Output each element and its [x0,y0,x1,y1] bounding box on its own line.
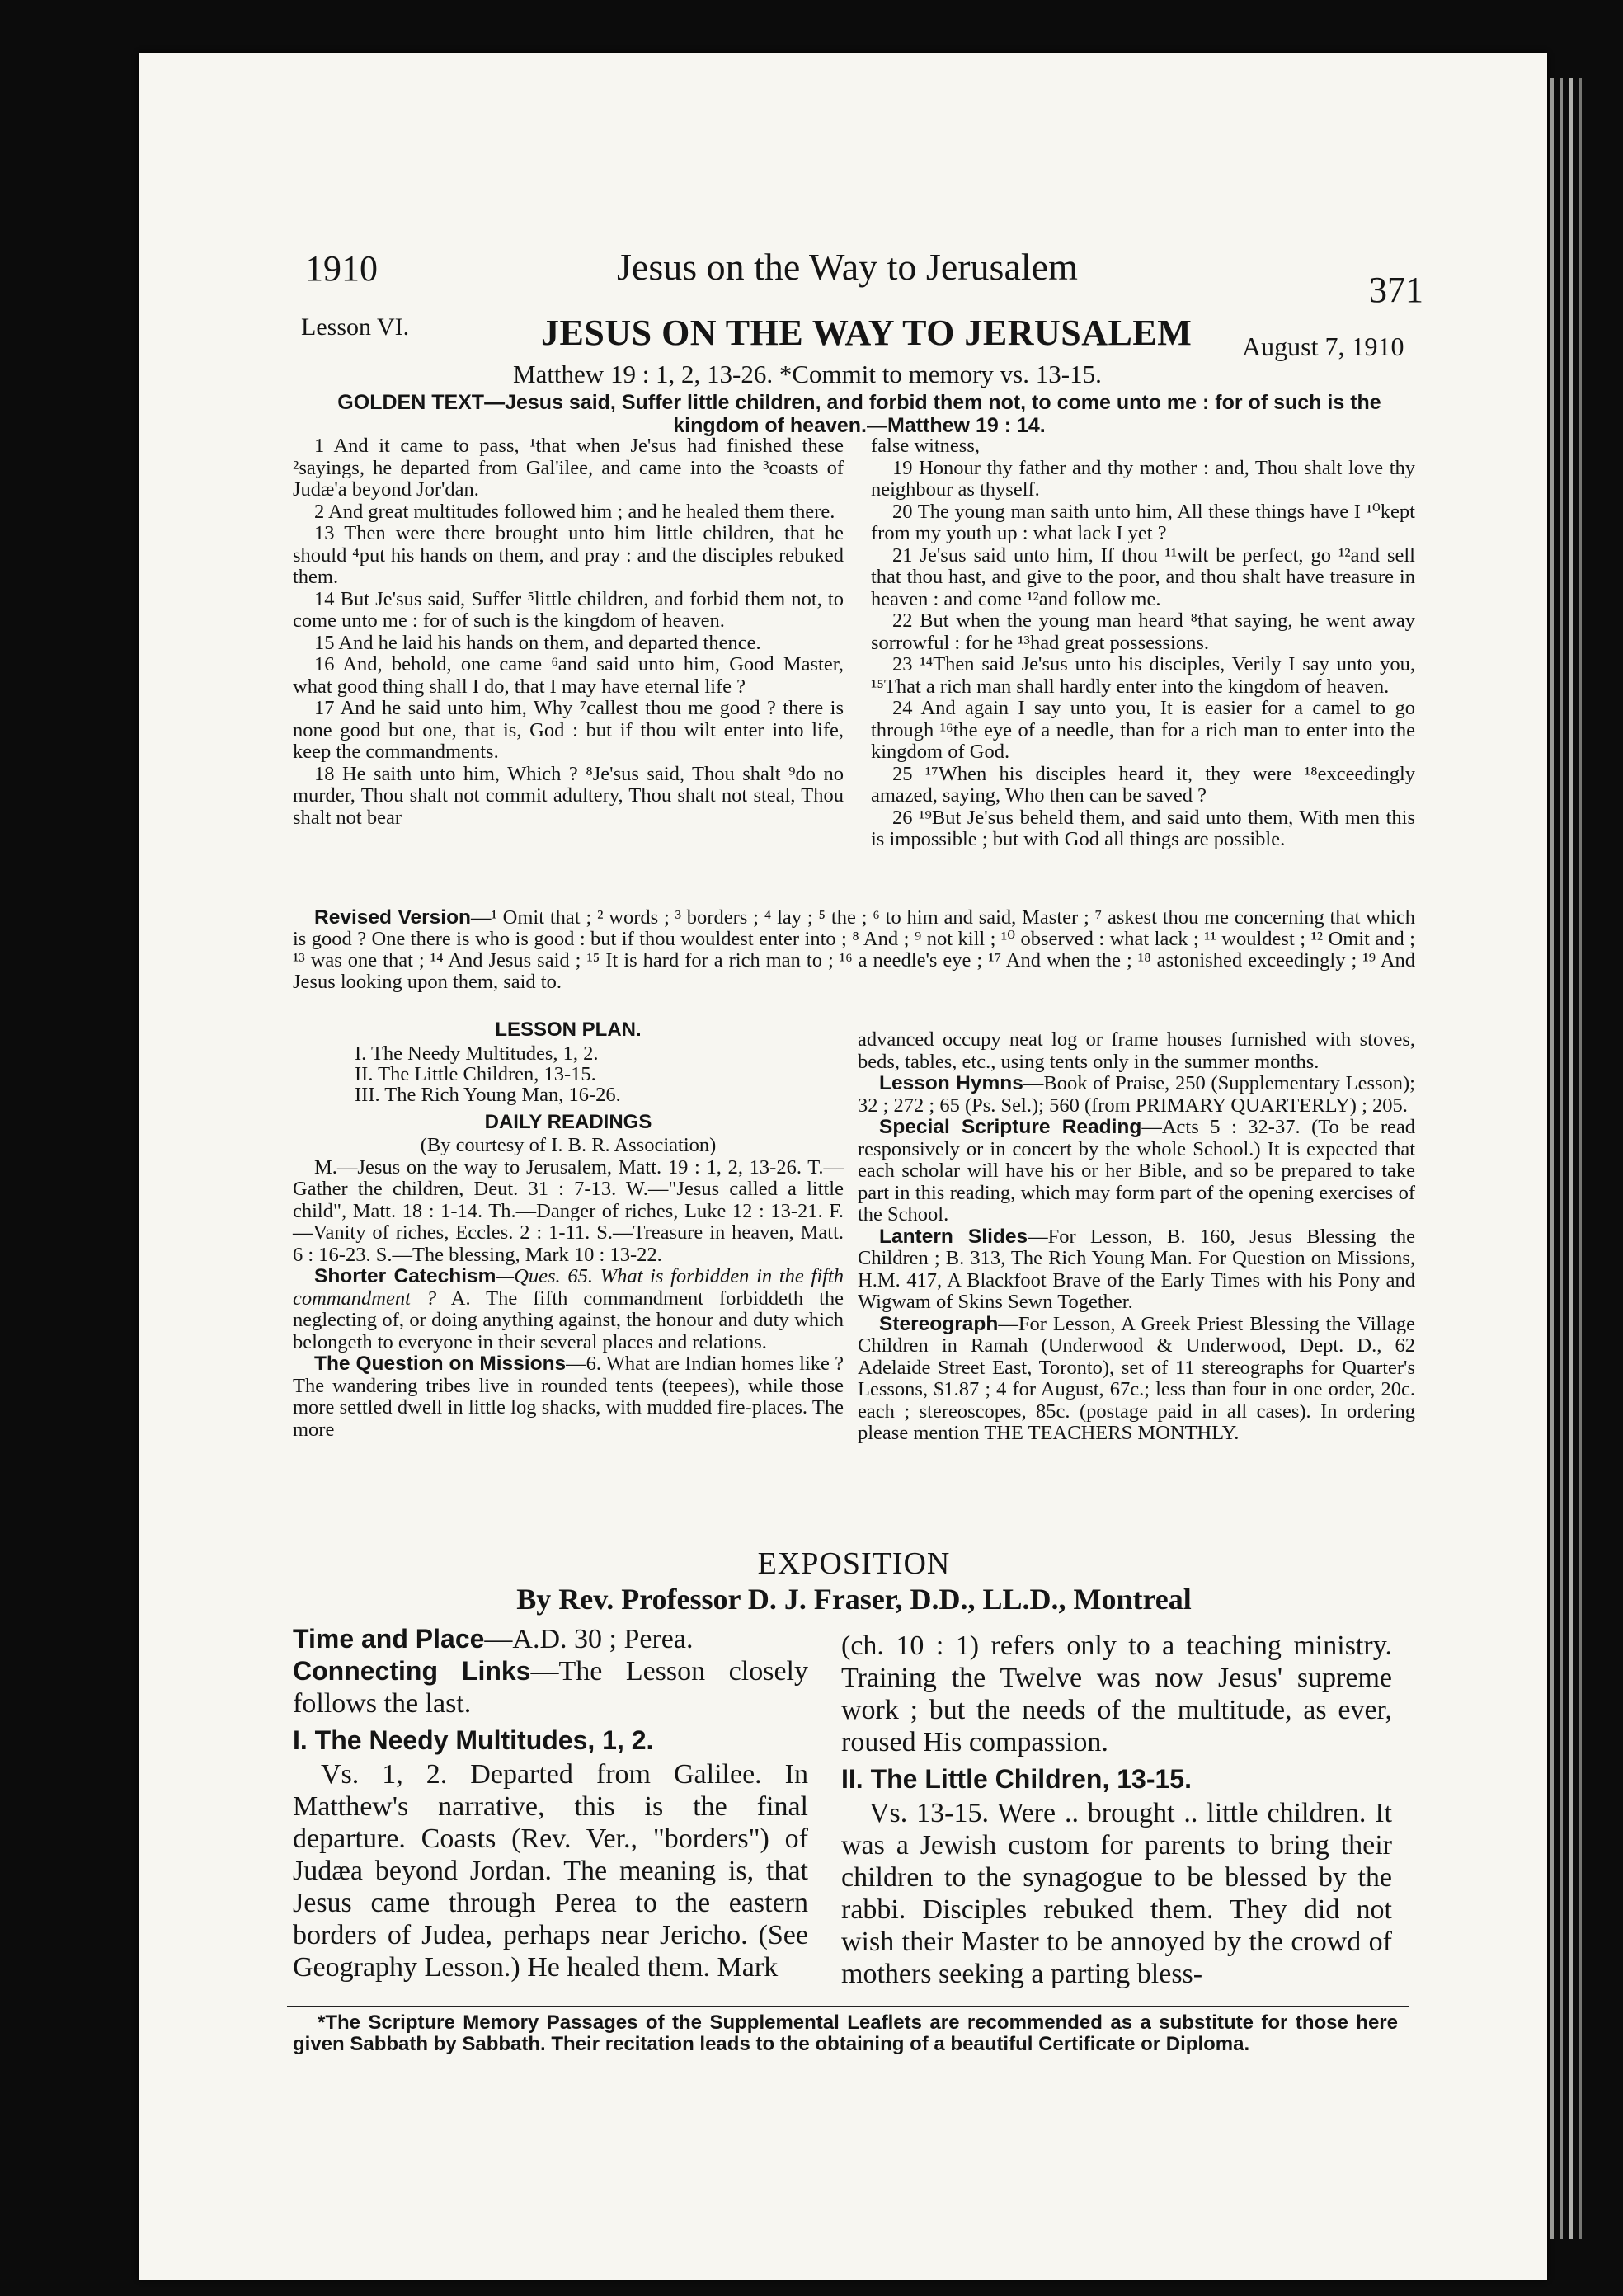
footnote: *The Scripture Memory Passages of the Supplemental Leaflets are recommended as a substitute for those here given Sabbath by Sabbath. Their recitation leads to the obtaining of a beautiful Certificate or Diploma. [293,2011,1398,2055]
connecting-links-label: Connecting Links [293,1656,531,1686]
stereograph [858,1314,1415,1445]
verse: 18 He saith unto him, Which ? ⁸Je'sus said, Thou shalt ⁹do no murder, Thou shalt not commit adultery, Thou shalt not steal, Thou shalt not bear [293,762,844,829]
question-on-missions-text: —6. What are Indian homes like ? The wandering tribes live in rounded tents (teepees), while those more settled dwell in little log shacks, with mudded fire-places. The more [293,1353,844,1441]
section-text: Vs. 1, 2. Departed from Galilee. In Matthew's narrative, this is the final departure. Coasts (Rev. Ver., "borders") of Judæa beyond Jordan. The meaning is, that Jesus came through Perea to the eastern borders of Judea, perhaps near Jericho. (See Geography Lesson.) He healed them. Mark [293,1759,808,1983]
question-on-missions-label: The Question on Missions [314,1353,567,1375]
connecting-links [293,1655,808,1720]
shorter-catechism [293,1266,844,1353]
verse: false witness, [871,435,980,457]
running-head-year: 1910 [305,248,378,289]
page-edge [1579,78,1582,2239]
verse: 26 ¹⁹But Je'sus beheld them, and said unto them, With men this is impossible ; but with God all things are possible. [871,806,1415,850]
shorter-catechism-question: —Ques. 65. What is forbidden in the fifth commandment ? [293,1265,844,1310]
time-and-place-label: Time and Place [293,1624,485,1654]
stereograph-text: —For Lesson, A Greek Priest Blessing the Village Children in Ramah (Underwood & Underwood, Dept. D., 62 Adelaide Street East, Toronto), set of 11 stereographs for Quarter's Lessons, $1.87 ; 4 for August, 67c.; less than four in one order, 20c. each ; stereoscopes, 85c. (postage paid in all cases). In ordering please mention THE TEACHERS MONTHLY. [858,1312,1415,1444]
lesson-plan-item: I. The Needy Multitudes, 1, 2. [355,1042,599,1065]
lesson-number: Lesson VI. [301,313,410,341]
lantern-slides-label: Lantern Slides [879,1225,1028,1248]
verses-right-column [871,435,1415,851]
lesson-plan-list [355,1043,844,1105]
lesson-plan-item: II. The Little Children, 13-15. [355,1062,596,1085]
daily-readings-courtesy: (By courtesy of I. B. R. Association) [420,1134,717,1156]
lesson-plan-column [293,1014,844,1441]
lesson-hymns-label: Lesson Hymns [879,1072,1023,1094]
lesson-date: August 7, 1910 [1242,332,1404,361]
verses-left-column [293,435,844,829]
exposition-left-column [293,1623,808,1983]
time-and-place-text: —A.D. 30 ; Perea. [484,1624,694,1654]
footnote-divider [287,2006,1409,2007]
revised-version-label: Revised Version [314,906,471,929]
lesson-hymns-text: —Book of Praise, 250 (Supplementary Lesson); 32 ; 272 ; 65 (Ps. Sel.); 560 (from PRIMARY QUARTERLY) ; 205. [858,1072,1415,1117]
lesson-notes-column [858,1029,1415,1445]
page-edge [1569,78,1573,2239]
page-edge [1560,78,1563,2239]
revised-version-text: —¹ Omit that ; ² words ; ³ borders ; ⁴ lay ; ⁵ the ; ⁶ to him and said, Master ; ⁷ askest thou me concerning that which is good ? One there is who is good : but if thou wouldest enter into ; ⁸ And ; ⁹ not kill ; ¹⁰ observed : what lack ; ¹¹ wouldest ; ¹² Omit and ; ¹³ was one that ; ¹⁴ And Jesus said ; ¹⁵ It is hard for a rich man to ; ¹⁶ a needle's eye ; ¹⁷ And when the ; ¹⁸ astonished exceedingly ; ¹⁹ And Jesus looking upon them, said to. [293,906,1415,993]
verse: 22 But when the young man heard ⁸that saying, he went away sorrowful : for he ¹³had great possessions. [871,609,1415,654]
section-heading: II. The Little Children, 13-15. [841,1764,1192,1794]
verse: 23 ¹⁴Then said Je'sus unto his disciples, Verily I say unto you, ¹⁵That a rich man shall hardly enter into the kingdom of heaven. [871,653,1415,698]
exposition-right-column [841,1630,1392,1990]
section-text: Vs. 13-15. Were .. brought .. little children. It was a Jewish custom for parents to bring their children to the synagogue to be blessed by the rabbi. Disciples rebuked them. They did not wish their Master to be annoyed by the crowd of mothers seeking a parting bless- [841,1798,1392,1989]
exposition-heading: EXPOSITION [757,1546,951,1581]
verse: 15 And he laid his hands on them, and departed thence. [314,631,761,654]
exposition-author: By Rev. Professor D. J. Fraser, D.D., LL.D., Montreal [516,1583,1192,1616]
running-head-title: Jesus on the Way to Jerusalem [617,246,1078,288]
verse: 24 And again I say unto you, It is easier for a camel to go through ¹⁶the eye of a needle, than for a rich man to enter into the kingdom of God. [871,697,1415,763]
lesson-title: JESUS ON THE WAY TO JERUSALEM [541,313,1193,353]
verse: 13 Then were there brought unto him little children, that he should ⁴put his hands on them, and pray : and the disciples rebuked them. [293,522,844,588]
verse: 17 And he said unto him, Why ⁷callest thou me good ? there is none good but one, that is, God : but if thou wilt enter into life, keep the commandments. [293,697,844,763]
section-heading: I. The Needy Multitudes, 1, 2. [293,1725,654,1755]
shorter-catechism-answer: A. The fifth commandment forbiddeth the neglecting of, or doing anything against, the honour and duty which belongeth to everyone in their several places and relations. [293,1287,844,1353]
daily-readings-heading: DAILY READINGS [484,1110,652,1133]
missions-continued: advanced occupy neat log or frame houses furnished with stoves, beds, tables, etc., using tents only in the summer months. [858,1028,1415,1073]
lantern-slides [858,1226,1415,1314]
golden-text: GOLDEN TEXT—Jesus said, Suffer little children, and forbid them not, to come unto me : for of such is the kingdom of heaven.—Matthew 19 : 14. [337,391,1381,437]
special-reading-text: —Acts 5 : 32-37. (To be read responsively or in concert by the whole School.) It is expected that each scholar will have his or her Bible, and so be prepared to take part in this reading, which may form part of the opening exercises of the School. [858,1116,1415,1226]
lantern-slides-text: —For Lesson, B. 160, Jesus Blessing the Children ; B. 313, The Rich Young Man. For Question on Missions, H.M. 417, A Blackfoot Brave of the Early Times with his Pony and Wigwam of Skins Sewn Together. [858,1225,1415,1313]
time-and-place [293,1623,808,1655]
scripture-reference: Matthew 19 : 1, 2, 13-26. *Commit to memory vs. 13-15. [513,360,1102,388]
lesson-plan-item: III. The Rich Young Man, 16-26. [355,1083,621,1106]
verse: 21 Je'sus said unto him, If thou ¹¹wilt be perfect, go ¹²and sell that thou hast, and give to the poor, and thou shalt have treasure in heaven : and come ¹²and follow me. [871,543,1415,610]
verse: 20 The young man saith unto him, All these things have I ¹⁰kept from my youth up : what lack I yet ? [871,500,1415,544]
verse: 19 Honour thy father and thy mother : and, Thou shalt love thy neighbour as thyself. [871,456,1415,501]
revised-version-notes [293,907,1415,993]
daily-readings-text: M.—Jesus on the way to Jerusalem, Matt. 19 : 1, 2, 13-26. T.—Gather the children, Deut. 31 : 7-13. W.—"Jesus called a little child", Matt. 18 : 1-14. Th.—Danger of riches, Luke 12 : 13-21. F.—Vanity of riches, Eccles. 2 : 1-11. S.—Treasure in heaven, Matt. 6 : 16-23. S.—The blessing, Mark 10 : 13-22. [293,1155,844,1266]
verse: 16 And, behold, one came ⁶and said unto him, Good Master, what good thing shall I do, that I may have eternal life ? [293,653,844,698]
lesson-plan-heading: LESSON PLAN. [495,1019,642,1041]
page-number: 371 [1369,270,1423,310]
special-reading-label: Special Scripture Reading [879,1116,1142,1138]
question-on-missions [293,1353,844,1441]
special-scripture-reading [858,1117,1415,1226]
verse: 14 But Je'sus said, Suffer ⁵little children, and forbid them not, to come unto me : for of such is the kingdom of heaven. [293,587,844,632]
connecting-links-text: —The Lesson closely follows the last. [293,1656,808,1719]
verse: 2 And great multitudes followed him ; and he healed them there. [314,500,835,523]
verse: 25 ¹⁷When his disciples heard it, they were ¹⁸exceedingly amazed, saying, Who then can be saved ? [871,762,1415,807]
verse: 1 And it came to pass, ¹that when Je'sus had finished these ²sayings, he departed from Gal'ilee, and came into the ³coasts of Judæ'a beyond Jor'dan. [293,435,844,501]
lesson-hymns [858,1073,1415,1117]
stereograph-label: Stereograph [879,1312,999,1335]
exposition-continued: (ch. 10 : 1) refers only to a teaching ministry. Training the Twelve was now Jesus' supreme work ; but the needs of the multitude, as ever, roused His compassion. [841,1630,1392,1757]
page-edge [1550,78,1554,2239]
shorter-catechism-label: Shorter Catechism [314,1265,496,1287]
